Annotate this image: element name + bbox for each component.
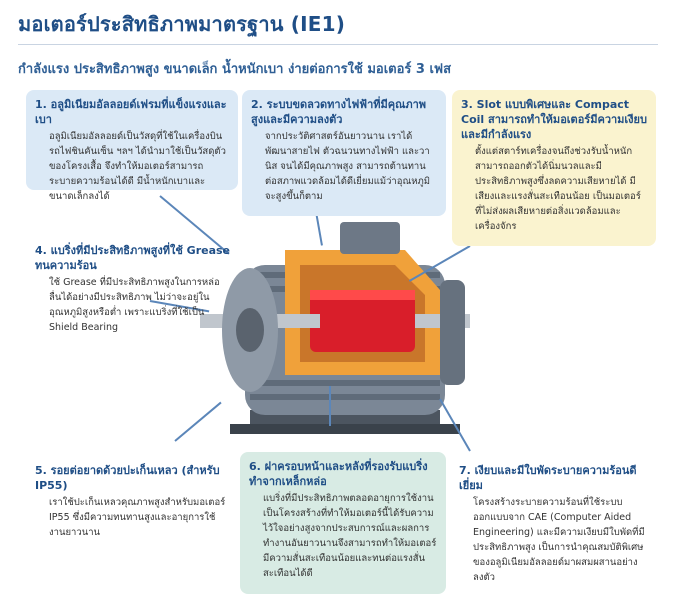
feature-description: เราใช้ปะเก็นเหลวคุณภาพสูงสำหรับมอเตอร์ IP55 ซึ่งมีความทนทานสูงและอายุการใช้งานยาวนาน bbox=[49, 497, 226, 538]
feature-heading: 2. ระบบขดลวดทางไฟฟ้าที่มีคุณภาพสูงและมีความลงตัว bbox=[251, 98, 426, 126]
terminal-box bbox=[340, 222, 400, 254]
feature-heading: 5. รอยต่อยาดด้วยปะเก็นเหลว (สำหรับ IP55) bbox=[35, 464, 220, 492]
title-divider bbox=[18, 44, 658, 45]
feature-box-7 bbox=[450, 456, 660, 586]
feature-heading: 1. อลูมิเนียมอัลลอยด์เฟรมที่แข็งแรงและเบา bbox=[35, 98, 227, 126]
feature-description: แบริ่งที่มีประสิทธิภาพตลอดอายุการใช้งานเป็นโครงสร้างที่ทำให้มอเตอร์นี้ได้รับความไว้ใจอย่างสูงจากประสบการณ์และผลการทำงานอันยาวนานจึงสามารถทำให้มอเตอร์มีความสั่นสะเทือนน้อยและทนต่อแรงสั่นสะเทือนได้ดี bbox=[263, 493, 437, 579]
feature-description: จากประวัติศาสตร์อันยาวนาน เราได้พัฒนาสายไฟ ตัวฉนวนทางไฟฟ้า และวานิส จนได้มีคุณภาพสูง สามารถต้านทานต่อสภาพแวดล้อมได้ดีเยี่ยมแม้ว่าอุณหภูมิจะสูงขึ้นก็ตาม bbox=[265, 131, 431, 202]
feature-box-5 bbox=[26, 456, 240, 546]
feature-heading: 3. Slot แบบพิเศษและ Compact Coil สามารถทำให้มอเตอร์มีความเงียบและมีกำลังแรง bbox=[461, 98, 647, 141]
callout-line-6 bbox=[329, 386, 331, 426]
feature-heading: 6. ฝาครอบหน้าและหลังที่รองรับแบริ่งทำจากเหล็กหล่อ bbox=[249, 460, 428, 488]
feature-heading: 4. แบริ่งที่มีประสิทธิภาพสูงที่ใช้ Grease ทนความร้อน bbox=[35, 244, 231, 272]
feature-box-1 bbox=[26, 90, 238, 202]
page-subtitle: กำลังแรง ประสิทธิภาพสูง ขนาดเล็ก น้ำหนักเบา ง่ายต่อการใช้ มอเตอร์ 3 เฟส bbox=[18, 62, 452, 77]
page-title: มอเตอร์ประสิทธิภาพมาตรฐาน (IE1) bbox=[18, 12, 346, 36]
feature-description: ใช้ Grease ที่มีประสิทธิภาพสูงในการหล่อลื่นได้อย่างมีประสิทธิภาพ ไม่ว่าจะอยู่ในอุณหภูมิสูงหรือต่ำ เพราะแบริ่งที่ใช้เป็น Shield Bearing bbox=[49, 277, 220, 333]
feature-box-3 bbox=[452, 90, 656, 246]
feature-description: โครงสร้างระบายความร้อนที่ใช้ระบบออกแบบจาก CAE (Computer Aided Engineering) และมีความเงียบมีใบพัดที่มีประสิทธิภาพสูง เป็นการนำคุณสมบัติพิเศษของอลูมิเนียมอัลลอยด์มาผสมผสานอย่างลงตัว bbox=[473, 497, 645, 583]
fan-cover bbox=[440, 280, 465, 385]
feature-description: อลูมิเนียมอัลลอยด์เป็นวัสดุที่ใช้ในเครื่องบิน รถไฟชินคันเซ็น ฯลฯ ได้นำมาใช้เป็นวัสดุตัวของโครงเสื้อ จึงทำให้มอเตอร์สามารถระบายความร้อนได้ดี มีน้ำหนักเบาและขนาดเล็กลงได้ bbox=[49, 131, 226, 202]
feature-box-2 bbox=[242, 90, 446, 216]
feature-heading: 7. เงียบและมีใบพัดระบายความร้อนดีเยี่ยม bbox=[459, 464, 637, 492]
feature-description: ตั้งแต่สตาร์ทเครื่องจนถึงช่วงรับน้ำหนักสามารถออกตัวได้นิ่มนวลและมีประสิทธิภาพสูงซึ่งลดความเสียหายได้ มีเสียงและแรงสั่นสะเทือนน้อย เป็นมอเตอร์ที่ไม่ส่งผลเสียหายต่อสิ่งแวดล้อมและเครื่องจักร bbox=[475, 146, 641, 232]
feature-box-6 bbox=[240, 452, 446, 594]
feature-box-4 bbox=[26, 236, 240, 336]
